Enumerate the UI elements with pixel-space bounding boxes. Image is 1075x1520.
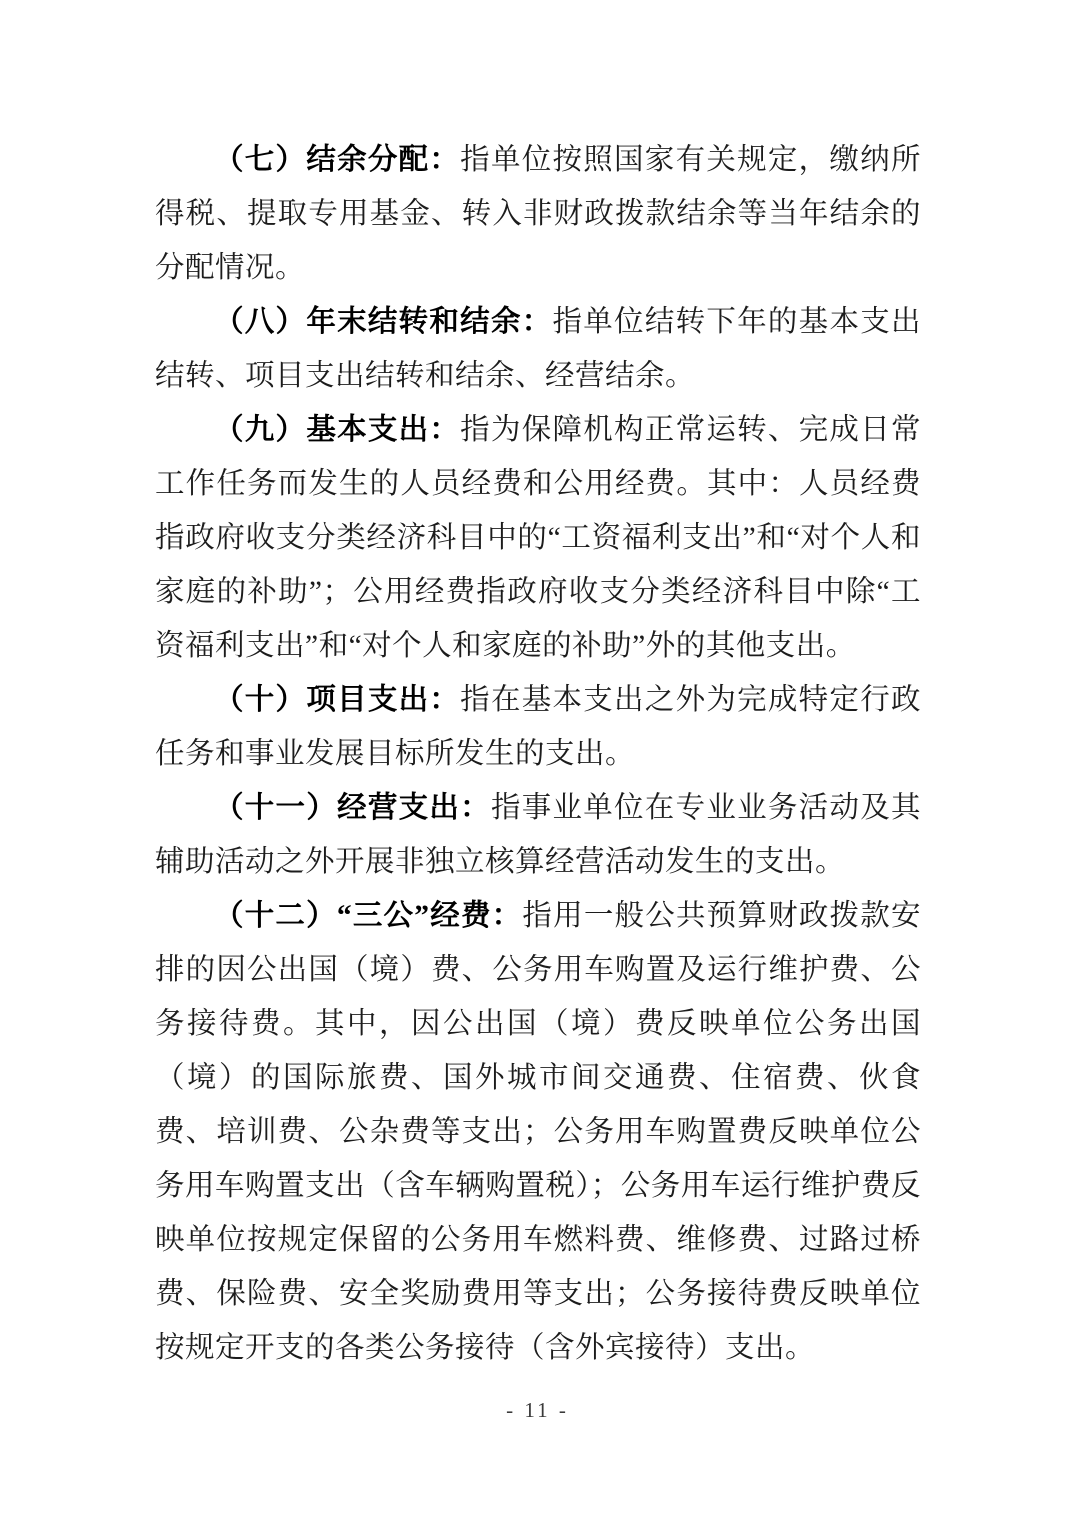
document-body (155, 133, 921, 1375)
paragraph (155, 295, 921, 403)
paragraph-body: 指单位按照国家有关规定，缴纳所得税、提取专用基金、转入非财政拨款结余等当年结余的分配情况。 (155, 144, 921, 284)
page-number: - 11 - (506, 1398, 569, 1422)
paragraph-body: 指单位结转下年的基本支出结转、项目支出结转和结余、经营结余。 (155, 306, 921, 392)
paragraph-lead: （十二）“三公”经费： (214, 900, 523, 932)
paragraph-body: 指在基本支出之外为完成特定行政任务和事业发展目标所发生的支出。 (155, 684, 921, 770)
paragraph-body: 指为保障机构正常运转、完成日常工作任务而发生的人员经费和公用经费。其中：人员经费指政府收支分类经济科目中的“工资福利支出”和“对个人和家庭的补助”；公用经费指政府收支分类经济科目中除“工资福利支出”和“对个人和家庭的补助”外的其他支出。 (155, 414, 921, 662)
paragraph-lead: （八）年末结转和结余： (214, 306, 553, 338)
paragraph (155, 889, 921, 1375)
paragraph-lead: （十）项目支出： (214, 684, 461, 716)
paragraph (155, 781, 921, 889)
paragraph-lead: （十一）经营支出： (214, 792, 491, 824)
paragraph-lead: （七）结余分配： (214, 144, 461, 176)
paragraph-body: 指事业单位在专业业务活动及其辅助活动之外开展非独立核算经营活动发生的支出。 (155, 792, 921, 878)
paragraph-lead: （九）基本支出： (214, 414, 461, 446)
paragraph (155, 403, 921, 673)
paragraph (155, 133, 921, 295)
paragraph-body: 指用一般公共预算财政拨款安排的因公出国（境）费、公务用车购置及运行维护费、公务接待费。其中，因公出国（境）费反映单位公务出国（境）的国际旅费、国外城市间交通费、住宿费、伙食费、培训费、公杂费等支出；公务用车购置费反映单位公务用车购置支出（含车辆购置税）；公务用车运行维护费反映单位按规定保留的公务用车燃料费、维修费、过路过桥费、保险费、安全奖励费用等支出；公务接待费反映单位按规定开支的各类公务接待（含外宾接待）支出。 (155, 900, 921, 1364)
paragraph (155, 673, 921, 781)
